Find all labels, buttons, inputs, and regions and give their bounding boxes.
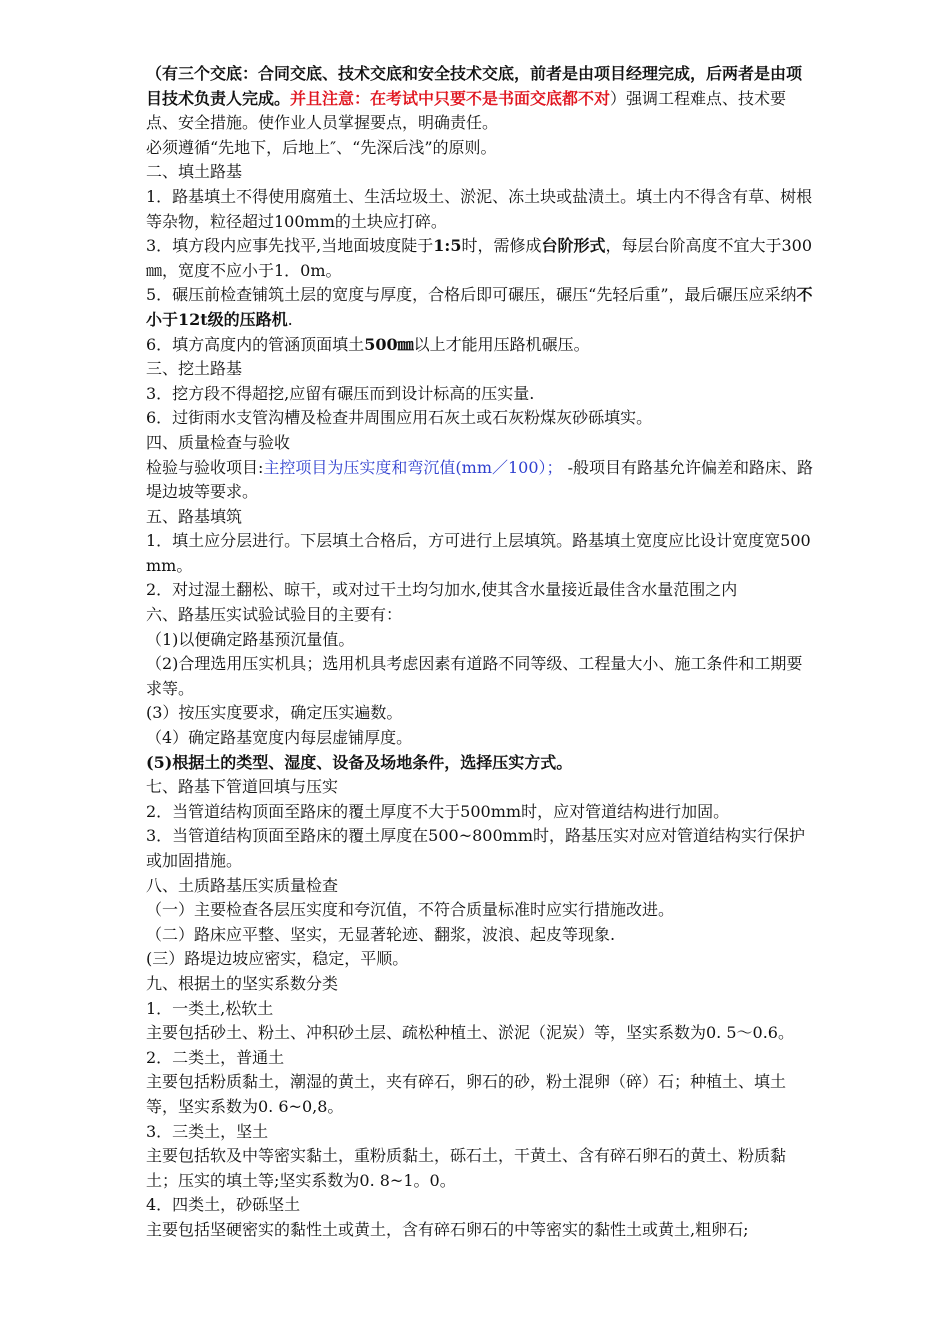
intro-tail-text: ）强调工程难点、技术要点、安全措施。使作业人员掌握要点，明确责任。 <box>146 88 787 133</box>
section-8-item-2: （二）路床应平整、坚实，无显著轮迹、翻浆，波浪、起皮等现象. <box>146 924 616 944</box>
s2-6-text-c: 以上才能用压路机碾压。 <box>413 334 590 354</box>
s2-3-ratio: 1:5 <box>433 236 462 256</box>
section-2-item-6 <box>146 333 816 358</box>
section-8-item-3: (三）路堤边坡应密实，稳定，平顺。 <box>146 949 409 969</box>
soil-class-3-heading: 3．三类土，坚土 <box>146 1121 269 1141</box>
s4-main-items: 主控项目为压实度和弯沉值(mm／100）； <box>263 457 563 477</box>
intro-bold-text: （有三个交底：合同交底、技术交底和安全技术交底，前者是由项目经理完成，后两者是由项目技术负责人完成。 <box>146 64 803 108</box>
soil-class-1-heading: 1．一类土,松软土 <box>146 998 274 1018</box>
section-heading-4: 四、质量检查与验收 <box>146 432 291 452</box>
section-4-body <box>146 456 816 505</box>
s4-label: 检验与验收项目: <box>146 457 264 477</box>
section-heading-8: 八、土质路基压实质量检查 <box>146 875 339 895</box>
section-5-item-2: 2．对过湿土翻松、晾干，或对过干土均匀加水,使其含水量接近最佳含水量范围之内 <box>146 580 738 600</box>
section-heading-5: 五、路基填筑 <box>146 506 243 526</box>
s2-3-text-c: 时，需修成 <box>461 236 542 256</box>
section-7-item-3: 3．当管道结构顶面至路床的覆土厚度在500~800mm时，路基压实对应对管道结构实行保护或加固措施。 <box>146 826 806 870</box>
soil-class-2-heading: 2．二类土，普通土 <box>146 1047 285 1067</box>
s2-3-text-e: ，每层台阶高度不宜大于300㎜，宽度不应小于1．0m。 <box>146 236 813 280</box>
soil-class-3-body: 主要包括软及中等密实黏土，重粉质黏土，砾石土，干黄土、含有碎石卵石的黄土、粉质黏土；压实的填土等;坚实系数为0. 8~1。0。 <box>146 1146 787 1190</box>
section-heading-3: 三、挖土路基 <box>146 359 243 379</box>
soil-class-2-body: 主要包括粉质黏土，潮湿的黄土，夹有碎石，卵石的砂，粉土混卵（碎）石；种植土、填土等，坚实系数为0. 6~0,8。 <box>146 1072 787 1116</box>
section-2-item-3 <box>146 234 816 283</box>
s2-3-text-a: 3．填方段内应事先找平,当地面坡度陡于 <box>146 236 434 256</box>
section-heading-2: 二、填土路基 <box>146 162 243 182</box>
section-6-item-2: （2)合理选用压实机具；选用机具考虑因素有道路不同等级、工程量大小、施工条件和工期要求等。 <box>146 654 803 698</box>
intro-paragraph <box>146 62 816 136</box>
s2-5-text-c: . <box>287 309 293 329</box>
section-2-item-1: 1．路基填土不得使用腐殖土、生活垃圾土、淤泥、冻土块或盐渍土。填土内不得含有草、树根等杂物，粒径超过100mm的土块应打碎。 <box>146 186 813 231</box>
section-6-item-4: （4）确定路基宽度内每层虚铺厚度。 <box>146 728 413 748</box>
section-7-item-2: 2．当管道结构顶面至路床的覆土厚度不大于500mm时，应对管道结构进行加固。 <box>146 801 730 821</box>
section-heading-6: 六、路基压实试验试验目的主要有： <box>146 605 403 625</box>
s2-6-depth: 500㎜ <box>364 334 414 354</box>
section-6-item-5: (5)根据土的类型、湿度、设备及场地条件，选择压实方式。 <box>146 752 573 772</box>
s2-3-step-form: 台阶形式 <box>541 236 606 256</box>
section-5-item-1: 1．填土应分层进行。下层填土合格后，方可进行上层填筑。路基填土宽度应比设计宽度宽500mm。 <box>146 531 811 575</box>
section-heading-7: 七、路基下管道回填与压实 <box>146 777 339 797</box>
s2-5-roller: 不小于12t级的压路机 <box>146 285 813 329</box>
soil-class-1-body: 主要包括砂土、粉土、冲积砂土层、疏松种植土、淤泥（泥炭）等，坚实系数为0. 5～0.6。 <box>146 1023 794 1043</box>
s2-6-text-a: 6．填方高度内的管涵顶面填土 <box>146 334 365 354</box>
section-3-item-6: 6．过街雨水支管沟槽及检查井周围应用石灰土或石灰粉煤灰砂砾填实。 <box>146 408 653 428</box>
soil-class-4-body: 主要包括坚硬密实的黏性土或黄土，含有碎石卵石的中等密实的黏性土或黄土,粗卵石; <box>146 1219 749 1239</box>
section-6-item-3: (3）按压实度要求，确定压实遍数。 <box>146 703 403 723</box>
principle-line: 必须遵循“先地下，后地上″、“先深后浅”的原则。 <box>146 137 497 157</box>
section-8-item-1: （一）主要检查各层压实度和夸沉值，不符合质量标准时应实行措施改进。 <box>146 900 675 920</box>
section-heading-9: 九、根据土的坚实系数分类 <box>146 973 339 993</box>
section-6-item-1: （1)以便确定路基预沉量值。 <box>146 629 355 649</box>
section-2-item-5 <box>146 283 816 332</box>
s4-general-items: -般项目有路基允许偏差和路床、路堤边坡等要求。 <box>146 457 814 502</box>
soil-class-4-heading: 4．四类土，砂砾坚土 <box>146 1195 301 1215</box>
s2-5-text-a: 5．碾压前检查铺筑土层的宽度与厚度，合格后即可碾压，碾压“先轻后重”，最后碾压应采纳 <box>146 285 797 305</box>
section-3-item-3: 3．挖方段不得超挖,应留有碾压而到设计标高的压实量. <box>146 383 535 403</box>
intro-red-note: 并且注意：在考试中只要不是书面交底都不对 <box>290 88 611 108</box>
